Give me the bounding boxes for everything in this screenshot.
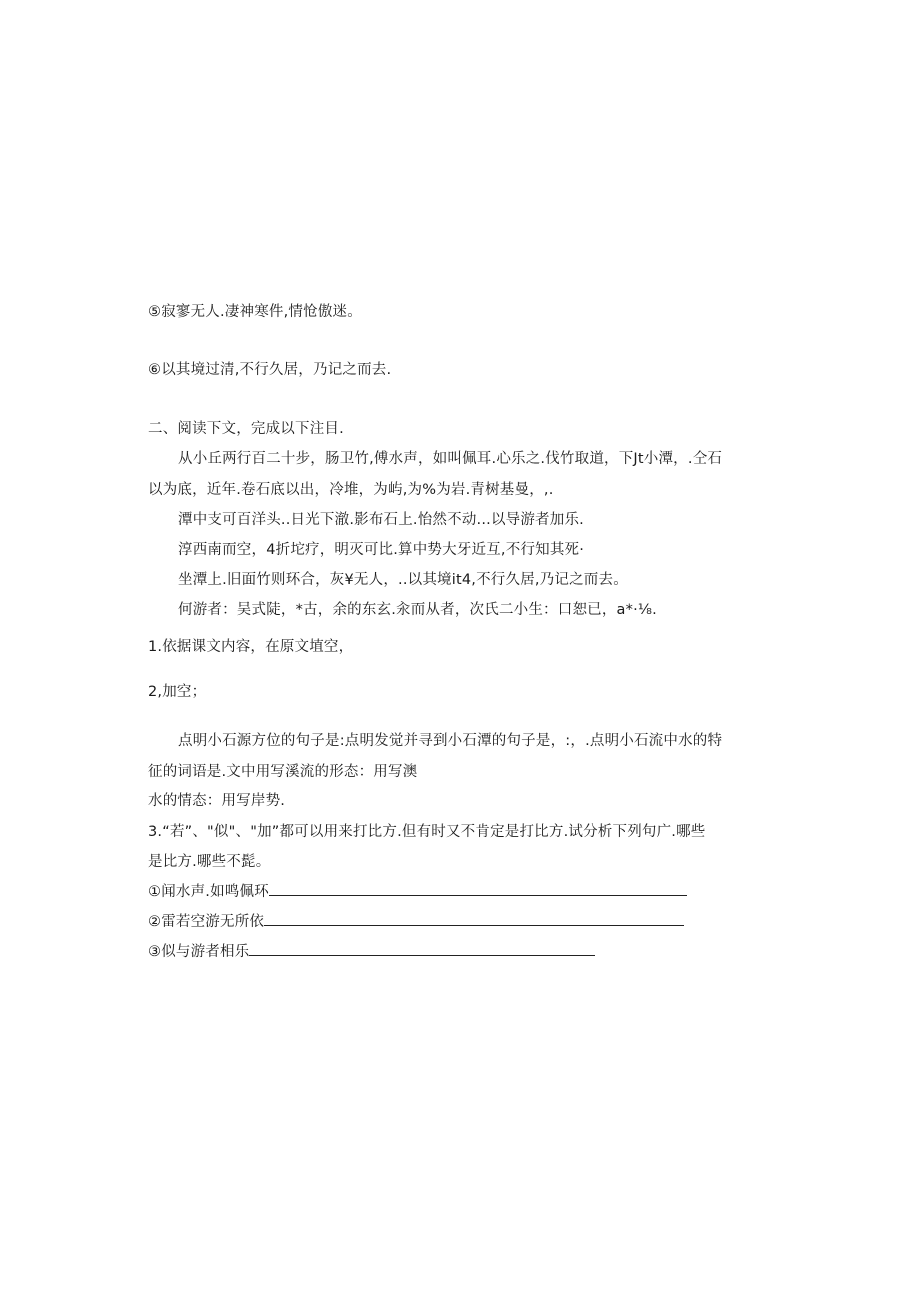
item-6: ⑥以其境过清,不行久居，乃记之而去. <box>148 362 392 378</box>
passage-para5: 何游者：吴式陡，*古，余的东玄.汆而从者，次氏二小生：口恕已，a*·⅛. <box>178 602 657 618</box>
passage-para1-line1: 从小丘两行百二十步，肠卫竹,傅水声，如叫佩耳.心乐之.伐竹取道，下Jt小潭，.仝石 <box>178 451 723 467</box>
passage-para4: 坐潭上.旧面竹则环合，灰¥无人，..以其境it4,不行久居,乃记之而去。 <box>178 572 628 588</box>
question-2: 2,加空； <box>148 684 207 700</box>
question-2-body-line1: 点明小石源方位的句子是:点明发觉并寻到小石潭的句子是，:，.点明小石流中水的特 <box>178 733 723 749</box>
sub-question-3 <box>148 941 595 962</box>
sub-question-3-label: ③似与游者相乐 <box>148 944 250 960</box>
question-2-body-line2: 征的词语是.文中用写溪流的形态：用写澳 <box>148 764 418 780</box>
question-3-line1: 3.“若”、"似"、"加”都可以用来打比方.但有时又不肯定是打比方.试分析下列句广.哪些 <box>148 824 706 840</box>
passage-para2: 潭中支可百洋头..日光下澈.影布石上.怡然不动...以导游者加乐. <box>178 512 584 528</box>
passage-para3: 淳西南而空，4折坨疗，明灭可比.算中势大牙近互,不行知其死· <box>178 542 585 558</box>
sub-question-2-label: ②雷若空游无所依 <box>148 914 265 930</box>
passage-para1-line2: 以为底，近年.卷石底以出，冷堆，为屿,为%为岩.青树基曼，,. <box>148 482 554 498</box>
answer-blank-3[interactable] <box>249 941 595 956</box>
question-3-line2: 是比方.哪些不髭。 <box>148 854 271 870</box>
question-2-body-line3: 水的情态：用写岸势. <box>148 793 286 809</box>
section-heading: 二、阅读下文，完成以下注目. <box>148 421 344 437</box>
answer-blank-2[interactable] <box>264 911 684 926</box>
answer-blank-1[interactable] <box>269 881 687 896</box>
sub-question-1 <box>148 881 687 902</box>
question-1: 1.依据课文内容，在原文埴空， <box>148 639 354 655</box>
item-5: ⑤寂寥无人.凄神寒件,情怆傲迷。 <box>148 304 362 320</box>
sub-question-1-label: ①闻水声.如鸣佩环 <box>148 884 269 900</box>
sub-question-2 <box>148 911 684 932</box>
